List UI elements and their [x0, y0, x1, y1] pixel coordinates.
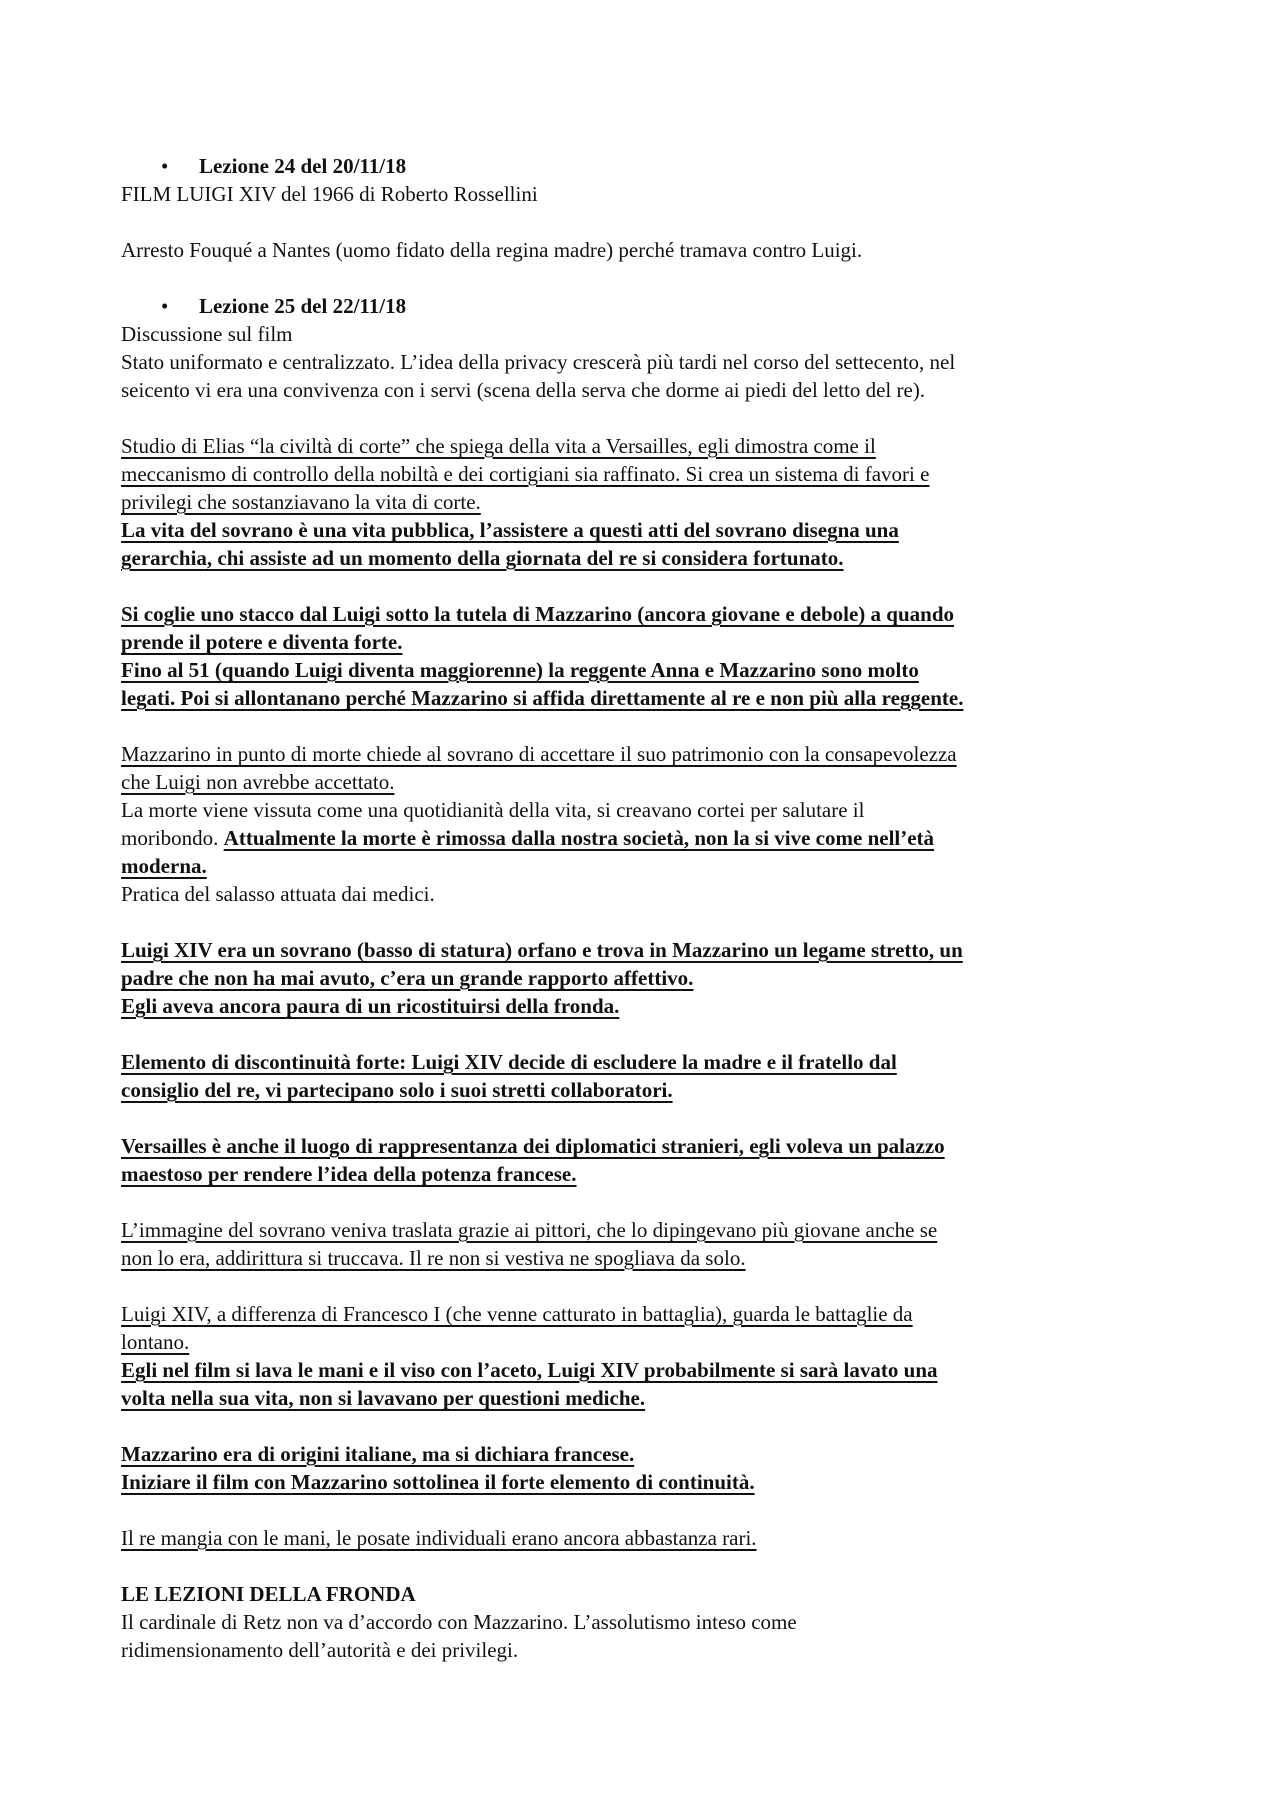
underlined-line: non lo era, addirittura si truccava. Il re non si vestiva ne spogliava da solo.: [121, 1246, 746, 1270]
bullet-icon: •: [161, 154, 169, 178]
bold-underlined-line: gerarchia, chi assiste ad un momento della giornata del re si considera fortunato.: [121, 546, 844, 570]
bold-underlined-line: legati. Poi si allontanano perché Mazzarino si affida direttamente al re e non più alla reggente.: [121, 686, 964, 710]
bold-underlined-text: Attualmente la morte è rimossa dalla nostra società, non la si vive come nell’età: [223, 826, 935, 850]
lesson-24-heading: [121, 152, 1180, 180]
bold-underlined-line: Egli aveva ancora paura di un ricostituirsi della fronda.: [121, 994, 620, 1018]
bold-underlined-line: padre che non ha mai avuto, c’era un grande rapporto affettivo.: [121, 966, 694, 990]
bullet-icon: •: [161, 294, 169, 318]
paragraph-line: FILM LUIGI XIV del 1966 di Roberto Rossellini: [121, 182, 538, 206]
bold-underlined-line: Si coglie uno stacco dal Luigi sotto la tutela di Mazzarino (ancora giovane e debole) a quando: [121, 602, 954, 626]
underlined-line: Luigi XIV, a differenza di Francesco I (che venne catturato in battaglia), guarda le battaglie da: [121, 1302, 913, 1326]
lesson-title: Lezione 24 del 20/11/18: [199, 154, 407, 178]
bold-underlined-line: consiglio del re, vi partecipano solo i suoi stretti collaboratori.: [121, 1078, 673, 1102]
bold-underlined-line: moderna.: [121, 854, 207, 878]
underlined-line: Mazzarino in punto di morte chiede al sovrano di accettare il suo patrimonio con la consapevolezza: [121, 742, 957, 766]
underlined-line: Studio di Elias “la civiltà di corte” che spiega della vita a Versailles, egli dimostra come il: [121, 434, 876, 458]
lesson-title: Lezione 25 del 22/11/18: [199, 294, 407, 318]
lesson-25-heading: [121, 292, 1180, 320]
plain-text: moribondo.: [121, 826, 224, 850]
bold-underlined-line: Mazzarino era di origini italiane, ma si dichiara francese.: [121, 1442, 635, 1466]
paragraph-line: Arresto Fouqué a Nantes (uomo fidato della regina madre) perché tramava contro Luigi.: [121, 238, 863, 262]
paragraph-line: Pratica del salasso attuata dai medici.: [121, 882, 435, 906]
paragraph-line: La morte viene vissuta come una quotidianità della vita, si creavano cortei per salutare il: [121, 798, 865, 822]
bold-underlined-line: Egli nel film si lava le mani e il viso con l’aceto, Luigi XIV probabilmente si sarà lavato una: [121, 1358, 938, 1382]
bold-underlined-line: La vita del sovrano è una vita pubblica, l’assistere a questi atti del sovrano disegna una: [121, 518, 899, 542]
bold-underlined-line: Iniziare il film con Mazzarino sottolinea il forte elemento di continuità.: [121, 1470, 755, 1494]
paragraph-line: Discussione sul film: [121, 322, 293, 346]
underlined-line: Il re mangia con le mani, le posate individuali erano ancora abbastanza rari.: [121, 1526, 757, 1550]
bold-underlined-line: Fino al 51 (quando Luigi diventa maggiorenne) la reggente Anna e Mazzarino sono molto: [121, 658, 919, 682]
underlined-line: che Luigi non avrebbe accettato.: [121, 770, 395, 794]
bold-underlined-line: Elemento di discontinuità forte: Luigi XIV decide di escludere la madre e il fratello dal: [121, 1050, 897, 1074]
paragraph-line: Stato uniformato e centralizzato. L’idea della privacy crescerà più tardi nel corso del settecento, nel: [121, 350, 956, 374]
bold-underlined-line: Luigi XIV era un sovrano (basso di statura) orfano e trova in Mazzarino un legame stretto, un: [121, 938, 963, 962]
underlined-line: L’immagine del sovrano veniva traslata grazie ai pittori, che lo dipingevano più giovane anche se: [121, 1218, 938, 1242]
underlined-line: lontano.: [121, 1330, 190, 1354]
underlined-line: privilegi che sostanziavano la vita di corte.: [121, 490, 481, 514]
bold-underlined-line: maestoso per rendere l’idea della potenza francese.: [121, 1162, 577, 1186]
bold-underlined-line: prende il potere e diventa forte.: [121, 630, 403, 654]
paragraph-line: [121, 824, 1180, 852]
bold-underlined-line: volta nella sua vita, non si lavavano per questioni mediche.: [121, 1386, 646, 1410]
paragraph-line: seicento vi era una convivenza con i servi (scena della serva che dorme ai piedi del letto del re).: [121, 378, 926, 402]
section-heading: LE LEZIONI DELLA FRONDA: [121, 1582, 416, 1606]
paragraph-line: Il cardinale di Retz non va d’accordo con Mazzarino. L’assolutismo inteso come: [121, 1610, 797, 1634]
paragraph-line: ridimensionamento dell’autorità e dei privilegi.: [121, 1638, 519, 1662]
underlined-line: meccanismo di controllo della nobiltà e dei cortigiani sia raffinato. Si crea un sistema di favori e: [121, 462, 930, 486]
bold-underlined-line: Versailles è anche il luogo di rappresentanza dei diplomatici stranieri, egli voleva un palazzo: [121, 1134, 945, 1158]
